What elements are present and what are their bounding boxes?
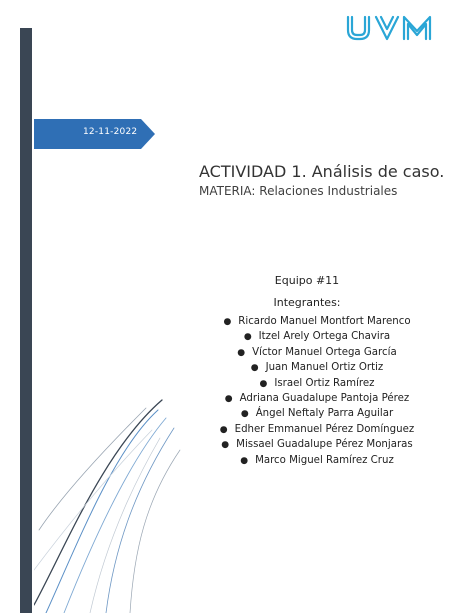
bullet-icon: ● (240, 409, 249, 420)
decorative-curves (34, 300, 184, 613)
document-date: 12-11-2022 (83, 127, 138, 137)
list-item: ● Ricardo Manuel Montfort Marenco (197, 314, 437, 329)
bullet-icon: ● (224, 393, 233, 404)
members-list (197, 314, 437, 468)
bullet-icon: ● (250, 363, 259, 374)
list-item: ● Adriana Guadalupe Pantoja Pérez (197, 391, 437, 406)
list-item: ● Juan Manuel Ortiz Ortiz (197, 360, 437, 375)
list-item: ● Edher Emmanuel Pérez Domínguez (197, 422, 437, 437)
team-number: Equipo #11 (274, 274, 340, 287)
bullet-icon: ● (259, 378, 268, 389)
date-banner (34, 119, 156, 149)
bullet-icon: ● (223, 317, 232, 327)
list-item: ● Víctor Manuel Ortega García (197, 345, 437, 360)
uvm-logo-icon (346, 14, 442, 42)
bullet-icon: ● (221, 440, 230, 451)
list-item: ● Missael Guadalupe Pérez Monjaras (197, 437, 437, 452)
bullet-icon: ● (219, 424, 228, 435)
bullet-icon: ● (237, 347, 246, 358)
sidebar-bar (20, 28, 32, 613)
list-item: ● Itzel Arely Ortega Chavira (197, 329, 437, 344)
list-item: ● Marco Miguel Ramírez Cruz (197, 453, 437, 468)
document-subtitle: MATERIA: Relaciones Industriales (199, 184, 398, 198)
document-title: ACTIVIDAD 1. Análisis de caso. (199, 162, 445, 181)
members-label: Integrantes: (273, 296, 341, 309)
bullet-icon: ● (240, 455, 249, 466)
list-item: ● Ángel Neftaly Parra Aguilar (197, 406, 437, 421)
uvm-logo (346, 14, 442, 42)
list-item: ● Israel Ortiz Ramírez (197, 376, 437, 391)
bullet-icon: ● (243, 332, 252, 343)
